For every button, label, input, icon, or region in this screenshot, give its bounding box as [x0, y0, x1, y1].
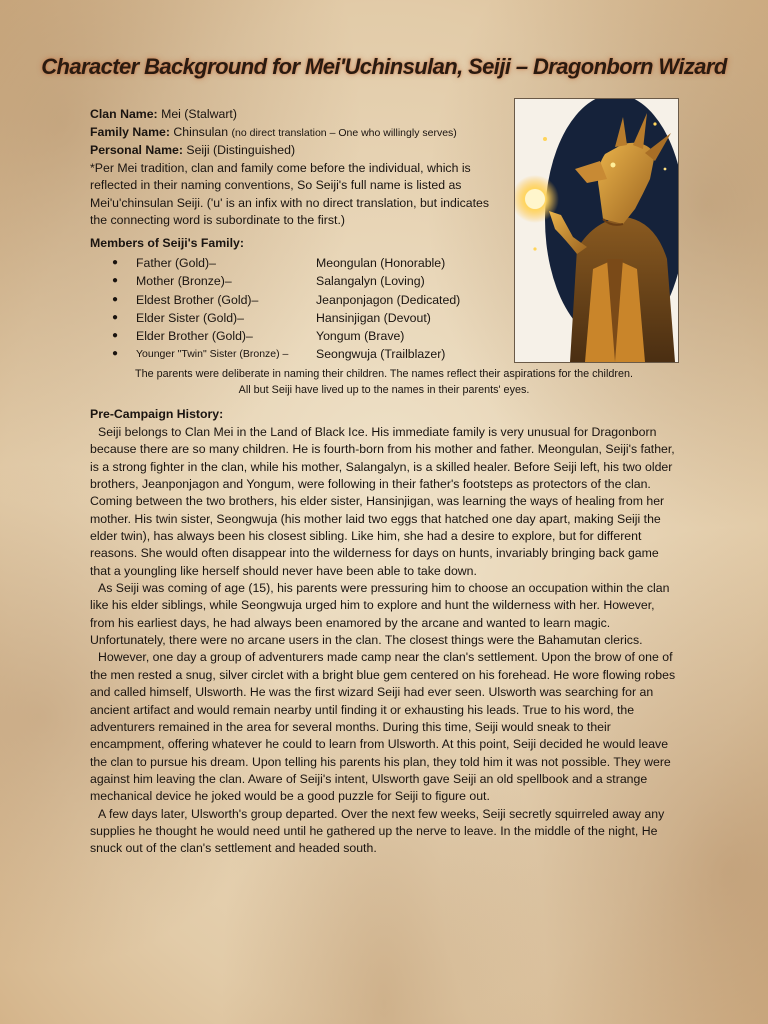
history-paragraph: Seiji belongs to Clan Mei in the Land of Black Ice. His immediate family is very unusual for Dragonborn because there are so many children. He is fourth-born from his mother and father. Meongulan, Seiji's father, is a strong fighter in the clan, while his mother, Salangalyn, is a skilled healer. Before Seiji left, his two older brothers, Jeanponjagon and Yongum, were following in their father's footsteps as protectors of the clan. Coming between the two brothers, his elder sister, Hansinjigan, was learning the ways of healing from her mother. His twin sister, Seongwuja (his mother laid two eggs that hatched one day apart, making Seiji the elder twin), has always been his closest sibling. Like him, she had a desire to explore, but for different reasons. She would often disappear into the wilderness for days on hunts, invariably bringing back game that a youngling like herself should never have been able to take down.: [90, 425, 675, 578]
member-relation: Mother (Bronze)–: [136, 274, 232, 289]
member-relation: Elder Brother (Gold)–: [136, 329, 253, 344]
clan-name-value: Mei (Stalwart): [161, 107, 237, 121]
bullet-icon: ●: [112, 311, 119, 323]
personal-name-line: [90, 142, 508, 160]
bullet-icon: ●: [112, 275, 119, 287]
personal-name-value: Seiji (Distinguished): [186, 143, 296, 157]
list-item: [108, 254, 508, 272]
caption-line: All but Seiji have lived up to the names in their parents' eyes.: [238, 384, 530, 396]
dragonborn-wizard-portrait: [514, 98, 679, 363]
bullet-icon: ●: [112, 348, 119, 360]
bullet-icon: ●: [112, 257, 119, 268]
family-name-note: (no direct translation – One who willingly serves): [231, 126, 457, 139]
history-paragraph: A few days later, Ulsworth's group departed. Over the next few weeks, Seiji secretly squirreled away any supplies he thought he would need until he gathered up the nerve to leave. In the middle of the night, He snuck out of the clan's settlement and headed south.: [90, 806, 665, 856]
list-item: [108, 309, 508, 327]
family-name-label: Family Name:: [90, 124, 170, 139]
family-heading: Members of Seiji's Family:: [90, 236, 244, 250]
dragonborn-wizard-illustration: [515, 99, 678, 362]
family-name-value: Chinsulan: [173, 124, 229, 139]
bullet-icon: ●: [112, 293, 119, 305]
member-relation: Father (Gold)–: [136, 256, 216, 270]
history-paragraph: However, one day a group of adventurers made camp near the clan's settlement. Upon the brow of one of the men rested a snug, silver circlet with a bright blue gem centered on his forehead. He wore flowing robes and called himself, Ulsworth. He was the first wizard Seiji had ever seen. Ulsworth was searching for an ancient artifact and would remain nearby until finding it or exhausting his leads. True to his word, the adventurers remained in the area for several months. During this time, Seiji would sneak to their encampment, offering whatever he could to learn from Ulsworth. At this point, Seiji decided he would leave the clan to pursue his dream. Upon telling his parents his plan, they told him it was not possible. They were against him leaving the clan. Aware of Seiji's intent, Ulsworth gave Seiji an old spellbook and a strange mechanical device he joked would be a good puzzle for Seiji to figure out.: [90, 650, 676, 804]
member-name: Hansinjigan (Devout): [316, 310, 431, 325]
family-name-line: [90, 124, 508, 143]
member-name: Salangalyn (Loving): [316, 274, 425, 289]
tradition-note: *Per Mei tradition, clan and family come before the individual, which is reflected in their naming conventions, So Seiji's full name is listed as Mei'u'chinsulan Seiji. ('u' is an infix with no direct translation, but indicates the connecting word is subordinate to the first.): [90, 160, 489, 227]
history-heading: Pre-Campaign History:: [90, 407, 224, 421]
member-name: Seongwuja (Trailblazer): [316, 347, 446, 362]
bullet-icon: ●: [112, 330, 119, 342]
member-name: Jeanponjagon (Dedicated): [316, 292, 461, 307]
history-body: [90, 424, 680, 858]
family-list: [108, 254, 508, 364]
clan-name-line: [90, 106, 508, 124]
member-relation: Elder Sister (Gold)–: [136, 310, 244, 325]
member-name: Meongulan (Honorable): [316, 256, 446, 270]
history-paragraph: As Seiji was coming of age (15), his parents were pressuring him to choose an occupation within the clan like his elder siblings, while Seongwuja urged him to explore and hunt the wilderness with her. However, from his earliest days, he had always been enamored by the arcane and wanted to learn magic. Unfortunately, there were no arcane users in the clan. The closest things were the Bahamutan clerics.: [90, 581, 670, 648]
personal-name-label: Personal Name:: [90, 143, 183, 157]
list-item: [108, 272, 508, 290]
page-title: Character Background for Mei'Uchinsulan, Seiji – Dragonborn Wizard: [41, 54, 727, 79]
list-item: [108, 291, 508, 309]
list-item: [108, 345, 508, 363]
caption-line: The parents were deliberate in naming their children. The names reflect their aspirations for the children.: [135, 368, 633, 380]
family-caption: [60, 366, 708, 398]
clan-name-label: Clan Name:: [90, 107, 158, 121]
member-relation: Eldest Brother (Gold)–: [136, 292, 259, 307]
member-relation: Younger "Twin" Sister (Bronze) –: [136, 348, 289, 361]
member-name: Yongum (Brave): [316, 329, 405, 344]
list-item: [108, 327, 508, 345]
name-details: [90, 106, 508, 230]
